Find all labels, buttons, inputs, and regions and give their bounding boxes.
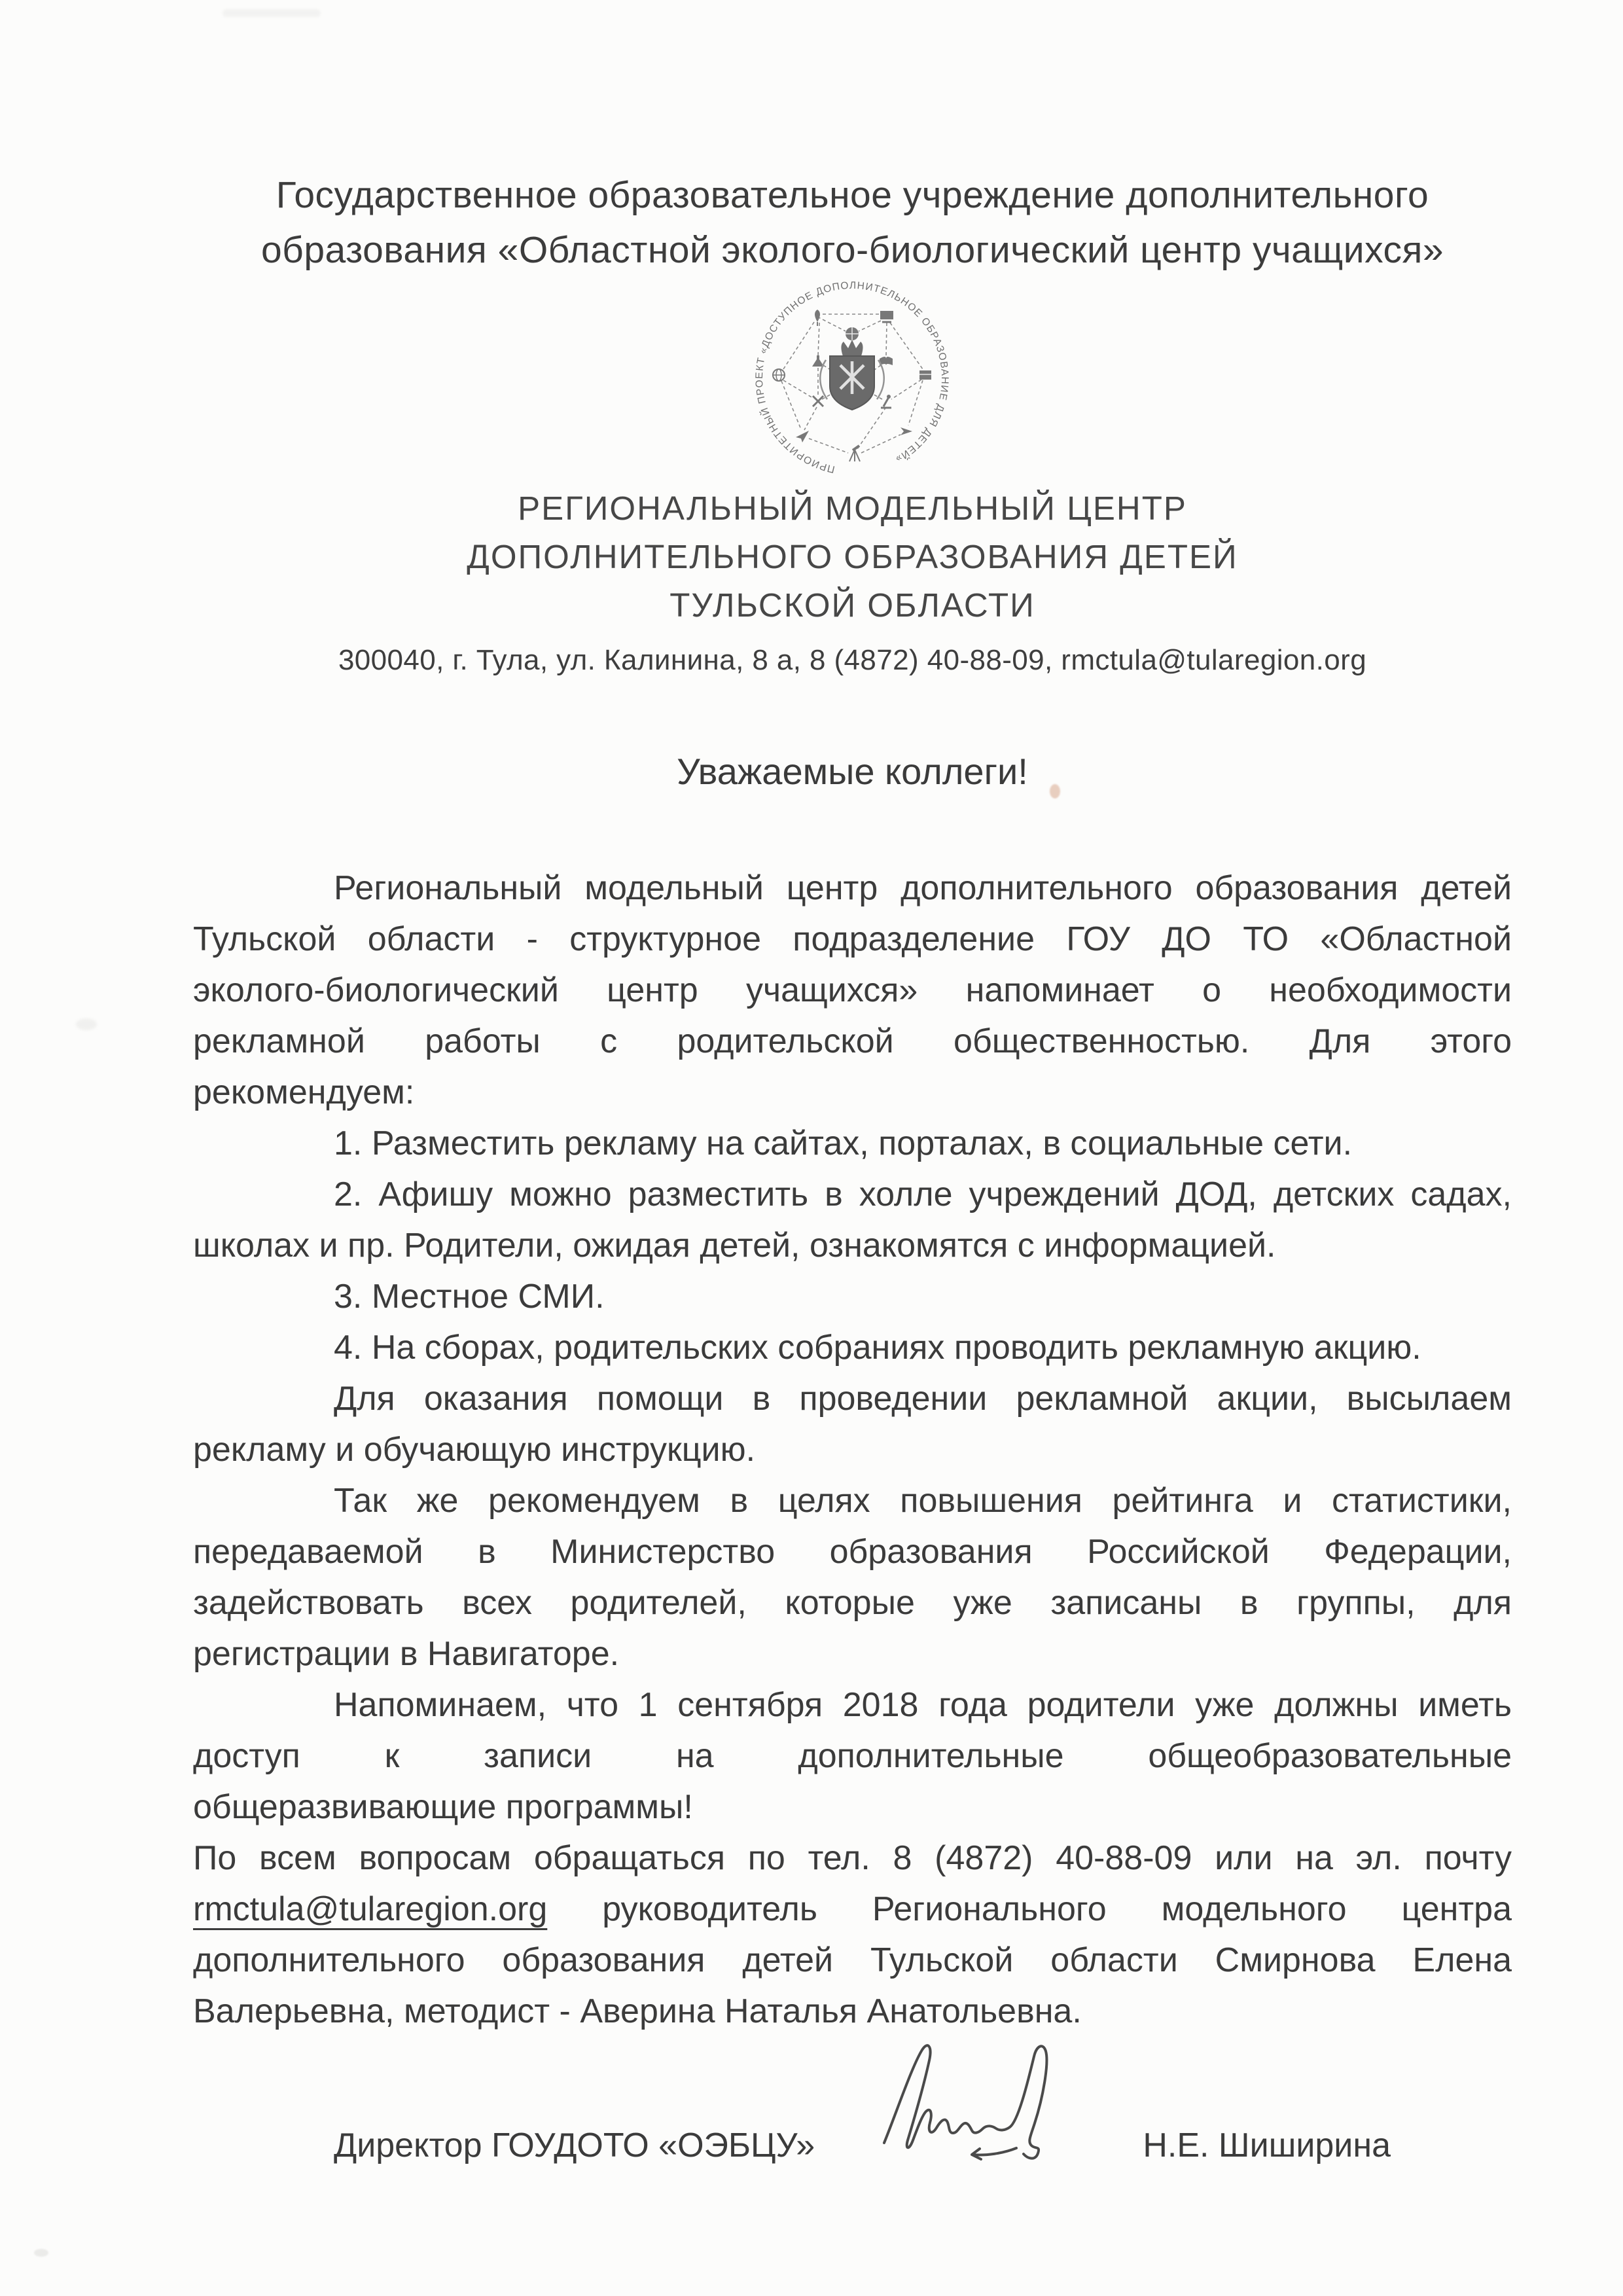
emblem-ring-text: ПРИОРИТЕТНЫЙ ПРОЕКТ «ДОСТУПНОЕ ДОПОЛНИТЕЛЬНОЕ ОБРАЗОВАНИЕ ДЛЯ ДЕТЕЙ» xyxy=(753,279,951,475)
body-line: эколого-биологический центр учащихся» напоминает о необходимости xyxy=(193,971,1512,1009)
box-icon xyxy=(919,370,931,380)
org-header-line2: образования «Областной эколого-биологический центр учащихся» xyxy=(260,229,1444,271)
body-line: Так же рекомендуем в целях повышения рейтинга и статистики, xyxy=(334,1482,1512,1520)
body-line: регистрации в Навигаторе. xyxy=(193,1635,620,1673)
emblem-graphic xyxy=(747,274,957,482)
flask-icon xyxy=(812,355,824,367)
email-text: rmctula@tularegion.org xyxy=(193,1890,548,1928)
scan-artifact xyxy=(76,1018,97,1030)
letterhead-line1: РЕГИОНАЛЬНЫЙ МОДЕЛЬНЫЙ ЦЕНТР xyxy=(518,490,1187,527)
body-line: дополнительного образования детей Тульской области Смирнова Елена xyxy=(193,1941,1512,1979)
signature-name: Н.Е. Шиширина xyxy=(1143,2126,1391,2164)
letterhead-line2: ДОПОЛНИТЕЛЬНОГО ОБРАЗОВАНИЯ ДЕТЕЙ xyxy=(467,538,1238,575)
microscope-icon xyxy=(881,395,891,408)
tools-icon xyxy=(813,396,823,406)
body-line: rmctula@tularegion.org руководитель Регионального модельного центра xyxy=(193,1890,1512,1928)
body-line: 2. Афишу можно разместить в холле учреждений ДОД, детских садах, xyxy=(334,1175,1512,1213)
body-line: школах и пр. Родители, ожидая детей, ознакомятся с информацией. xyxy=(193,1227,1276,1265)
body-line: По всем вопросам обращаться по тел. 8 (4872) 40-88-09 или на эл. почту xyxy=(193,1839,1512,1877)
body-line: 3. Местное СМИ. xyxy=(334,1278,605,1316)
project-emblem xyxy=(747,274,957,482)
rocket-icon xyxy=(901,427,912,435)
body-line: общеразвивающие программы! xyxy=(193,1788,693,1826)
org-header-line1: Государственное образовательное учреждение дополнительного xyxy=(276,174,1429,216)
body-line: рекламу и обучающую инструкцию. xyxy=(193,1431,756,1469)
body-text xyxy=(193,863,1512,2037)
scan-artifact xyxy=(34,2249,48,2257)
body-line: Региональный модельный центр дополнительного образования детей xyxy=(334,869,1512,907)
body-line: задействовать всех родителей, которые уже записаны в группы, для xyxy=(193,1584,1512,1622)
body-line: Напоминаем, что 1 сентября 2018 года родители уже должны иметь xyxy=(334,1686,1512,1724)
paper-plane-icon xyxy=(796,431,809,442)
body-line: Валерьевна, методист - Аверина Наталья Анатольевна. xyxy=(193,1992,1082,2030)
body-line: Тульской области - структурное подразделение ГОУ ДО ТО «Областной xyxy=(193,920,1512,958)
body-line: 1. Разместить рекламу на сайтах, порталах, в социальные сети. xyxy=(334,1124,1353,1162)
salutation: Уважаемые коллеги! xyxy=(677,751,1028,792)
body-line: 4. На сборах, родительских собраниях проводить рекламную акцию. xyxy=(334,1329,1421,1367)
monitor-icon xyxy=(880,311,893,322)
globe-icon xyxy=(773,369,785,381)
body-line: Для оказания помощи в проведении рекламной акции, высылаем xyxy=(334,1380,1512,1418)
letterhead-address: 300040, г. Тула, ул. Калинина, 8 а, 8 (4872) 40-88-09, rmctula@tularegion.org xyxy=(338,644,1367,676)
org-header xyxy=(193,168,1512,278)
tula-coat-of-arms-icon xyxy=(820,340,884,410)
letterhead-center-block xyxy=(193,484,1512,685)
letterhead-line3: ТУЛЬСКОЙ ОБЛАСТИ xyxy=(669,586,1035,624)
body-line: рекомендуем: xyxy=(193,1073,415,1111)
body-line: доступ к записи на дополнительные общеобразовательные xyxy=(193,1737,1512,1775)
ball-icon xyxy=(846,327,859,340)
signature-role: Директор ГОУДОТО «ОЭБЦУ» xyxy=(334,2126,815,2164)
scan-artifact xyxy=(223,9,321,17)
book-icon xyxy=(880,357,893,365)
handwritten-signature xyxy=(874,2037,1063,2168)
body-line: передаваемой в Министерство образования Российской Федерации, xyxy=(193,1533,1512,1571)
body-line: рекламной работы с родительской общественностью. Для этого xyxy=(193,1022,1512,1060)
